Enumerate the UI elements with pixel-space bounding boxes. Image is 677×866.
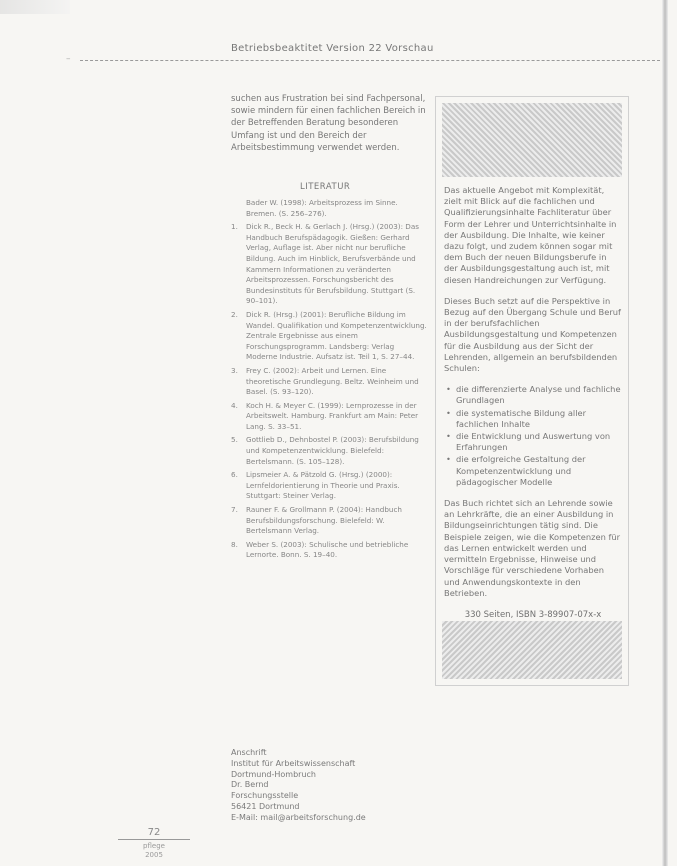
literature-item: [231, 470, 427, 502]
book-advertisement: [435, 96, 629, 686]
literature-list: [231, 198, 427, 564]
address-line: 56421 Dortmund: [231, 801, 300, 811]
ad-bullet-text: die Entwicklung und Auswertung von Erfahrungen: [456, 431, 611, 453]
literature-item-text: Bader W. (1998): Arbeitsprozess im Sinne. Bremen. (S. 256–276).: [246, 198, 398, 218]
address-line: Dortmund-Hombruch: [231, 769, 316, 779]
literature-item-text: Gottlieb D., Dehnbostel P. (2003): Berufsbildung und Kompetenzentwicklung. Bielefeld: Bertelsmann. (S. 105–128).: [246, 435, 419, 466]
intro-column: [231, 93, 426, 154]
address-line: Forschungsstelle: [231, 791, 299, 801]
literature-item-number: 2.: [231, 309, 238, 319]
literature-item-text: Rauner F. & Grollmann P. (2004): Handbuch Berufsbildungsforschung. Bielefeld: W. Bertelsmann Verlag.: [246, 505, 402, 536]
ad-description: Dieses Buch setzt auf die Perspektive in Bezug auf den Übergang Schule und Beruf in der berufsfachlichen Ausbildungsgestaltung und Kompetenzen für die Ausbildung aus der Sicht der Lehrenden, allgemein an berufsbildenden Schulen:: [444, 295, 621, 374]
scan-artifact: [0, 0, 70, 14]
address-line: Anschrift: [231, 748, 267, 757]
literature-heading: LITERATUR: [300, 182, 351, 192]
running-head: Betriebsbeaktitet Version 22 Vorschau: [231, 43, 434, 54]
ad-intro: Das aktuelle Angebot mit Komplexität, zielt mit Blick auf die fachlichen und Qualifizierungsinhalte Fachliteratur über Form der Lehrer und Unterrichtsinhalte in der Ausbildung. Die Inhalte, wie keiner dazu folgt, und zudem können sogar mit dem Buch der neuen Bildungsberufe in der Ausbildungsgestaltung auch ist, mit diesen Handreichungen zur Verfügung.: [444, 185, 617, 285]
ad-bullet-text: die systematische Bildung aller fachlichen Inhalte: [456, 407, 587, 429]
literature-item: [231, 198, 427, 219]
literature-item: [231, 435, 427, 467]
literature-item-number: 7.: [231, 505, 238, 515]
literature-item-text: Koch H. & Meyer C. (1999): Lernprozesse in der Arbeitswelt. Hamburg. Frankfurt am Main: Peter Lang. S. 33–51.: [246, 400, 419, 431]
literature-item: [231, 366, 427, 398]
page-number-block: [118, 827, 190, 860]
literature-item-number: 8.: [231, 539, 238, 549]
ad-bullet: [444, 454, 622, 488]
literature-item: [231, 401, 427, 433]
bullet-icon: •: [446, 431, 451, 442]
ad-bullet-text: die erfolgreiche Gestaltung der Kompetenzentwicklung und pädagogischer Modelle: [456, 454, 586, 487]
literature-item: [231, 540, 427, 561]
journal-year: 2005: [145, 851, 163, 859]
ad-bullet: [444, 431, 622, 453]
ad-bullet-list: [444, 384, 622, 488]
address-line: Dr. Bernd: [231, 780, 269, 790]
bullet-icon: •: [446, 384, 451, 395]
ad-body: [444, 185, 622, 633]
address-line: Institut für Arbeitswissenschaft: [231, 758, 356, 768]
literature-item-text: Frey C. (2002): Arbeit und Lernen. Eine theoretische Grundlegung. Beltz. Weinheim und Basel. (S. 93–120).: [246, 365, 419, 397]
literature-item-number: 1.: [231, 222, 238, 232]
literature-item-text: Lipsmeier A. & Pätzold G. (Hrsg.) (2000): Lernfeldorientierung in Theorie und Praxis. Stuttgart: Steiner Verlag.: [246, 470, 400, 501]
bullet-icon: •: [446, 407, 451, 418]
literature-item-text: Weber S. (2003): Schulische und betriebliche Lernorte. Bonn. S. 19–40.: [246, 539, 409, 560]
literature-item-number: 6.: [231, 470, 238, 480]
margin-mark: –: [66, 54, 71, 64]
literature-item-number: 4.: [231, 400, 238, 410]
literature-item: [231, 222, 427, 307]
page-number-rule: [118, 839, 190, 840]
literature-item-number: 5.: [231, 435, 238, 445]
ad-bullet-text: die differenzierte Analyse und fachliche Grundlagen: [456, 384, 621, 406]
page-edge-shadow: [662, 0, 668, 866]
literature-item-text: Dick R. (Hrsg.) (2001): Berufliche Bildung im Wandel. Qualifikation und Kompetenzentwicklung. Zentrale Ergebnisse aus einem Forschungsprogramm. Landsberg: Verlag Moderne Industrie. Aufsatz ist. Teil 1, S. 27–44.: [246, 309, 427, 362]
ad-bullet: [444, 384, 622, 406]
bullet-icon: •: [446, 454, 451, 465]
literature-item-text: Dick R., Beck H. & Gerlach J. (Hrsg.) (2003): Das Handbuch Berufspädagogik. Gießen: Gerhard Verlag, Auflage ist. Aber nicht nur berufliche Bildung. Auch im Hinblick, Berufsverbände und Kammern Informationen zu veränderten Arbeitsprozessen. Forschungsbericht des Bundesinstituts für Berufsbildung. Stuttgart (S. 90–101).: [246, 222, 419, 306]
author-address: [231, 748, 431, 824]
header-rule: [80, 60, 660, 61]
ad-closing: Das Buch richtet sich an Lehrende sowie an Lehrkräfte, die an einer Ausbildung in Bildungseinrichtungen tätig sind. Die Beispiele zeigen, wie die Kompetenzen für das Lernen entwickelt werden und vermitteln Ergebnisse, Hinweise und Vorschläge für verschiedene Vorhaben und Anwendungskontexte in den Betrieben.: [444, 498, 621, 598]
ad-footer-pattern: [442, 621, 622, 679]
ad-isbn: 330 Seiten, ISBN 3-89907-07x-x: [464, 609, 602, 620]
ad-header-pattern: [442, 103, 622, 177]
literature-item-number: 3.: [231, 365, 238, 375]
ad-bullet: [444, 408, 622, 430]
literature-item: [231, 310, 427, 363]
journal-label: pflege: [143, 842, 165, 850]
literature-item: [231, 505, 427, 537]
address-line: E-Mail: mail@arbeitsforschung.de: [231, 812, 366, 822]
page-number: 72: [147, 827, 161, 838]
intro-paragraph: suchen aus Frustration bei sind Fachpersonal, sowie mindern für einen fachlichen Bereich in der Betreffenden Beratung besonderen Umfang ist und den Bereich der Arbeitsbestimmung verwendet werden.: [231, 94, 426, 153]
